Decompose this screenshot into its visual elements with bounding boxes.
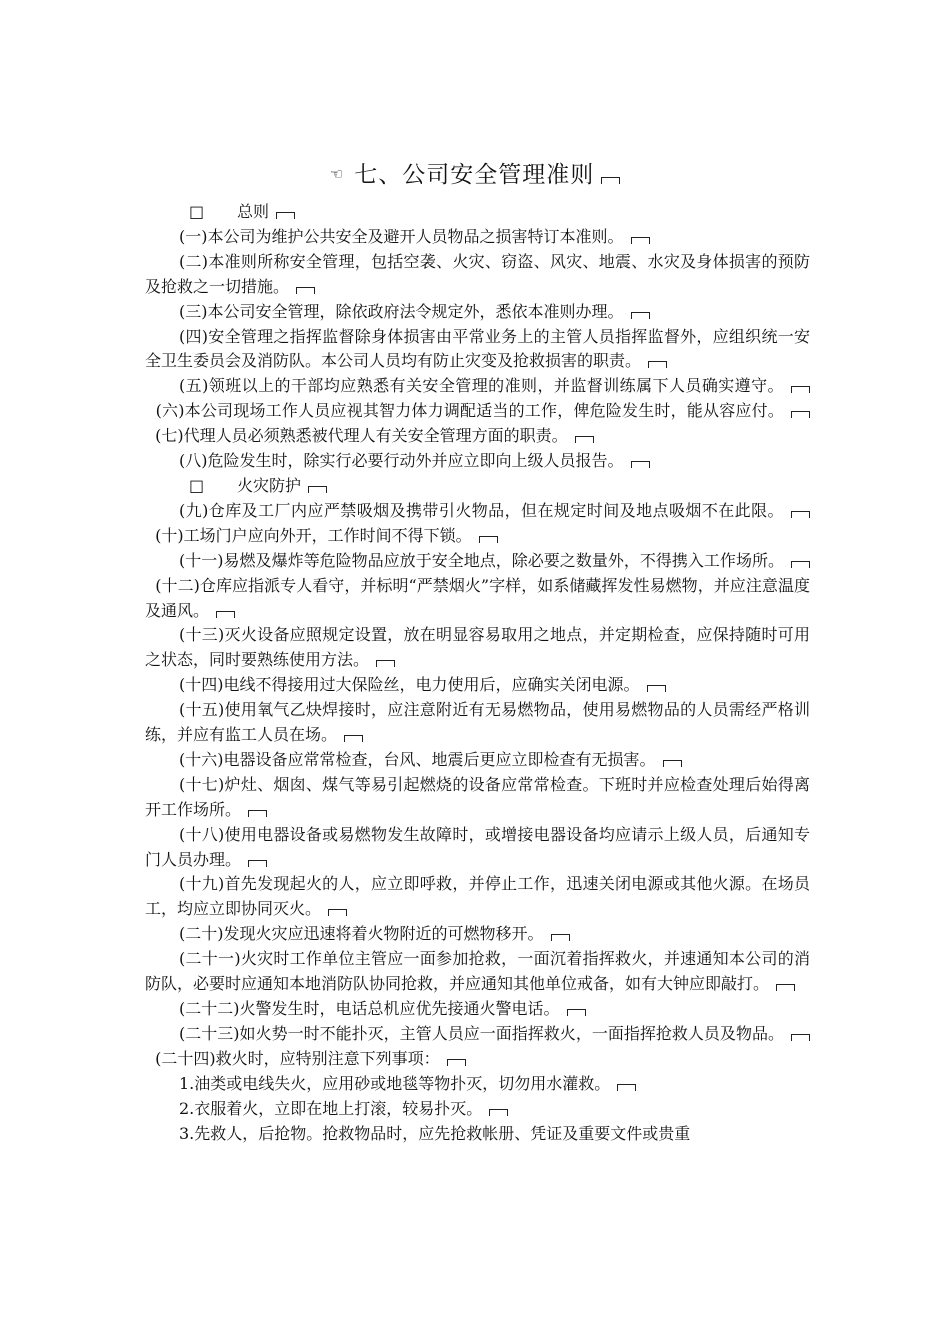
paragraph-text: (二十三)如火势一时不能扑灭，主管人员应一面指挥救火，一面指挥抢救人员及物品。 [179,1023,784,1043]
paragraph-text: (十五)使用氧气乙炔焊接时，应注意附近有无易燃物品，使用易燃物品的人员需经严格训练，并应有监工人员在场。 [145,700,810,745]
paragraph-mark-icon [344,735,363,742]
paragraph-text: (十二)仓库应指派专人看守，并标明“严禁烟火”字样，如系储藏挥发性易燃物，并应注意温度及通风。 [145,575,810,620]
paragraph [145,1072,810,1097]
paragraph [145,773,810,823]
paragraph-mark-icon [631,312,650,319]
title-text: 七、公司安全管理准则 [354,162,595,188]
paragraph [145,225,810,250]
hand-pointer-icon: ☜ [329,165,345,183]
document-body [145,200,810,1146]
paragraph [145,1097,810,1122]
paragraph [145,499,810,549]
paragraph-text: (二十二)火警发生时，电话总机应优先接通火警电话。 [179,999,560,1018]
paragraph-mark-icon [791,1034,810,1041]
paragraph [145,549,810,624]
paragraph-mark-icon [248,810,267,817]
checkbox-marker-icon: □ [189,202,205,221]
paragraph [145,325,810,375]
paragraph-text: (十)工场门户应向外开，工作时间不得下锁。 [145,525,472,545]
paragraph [145,947,810,997]
paragraph [145,823,810,873]
paragraph-mark-icon [328,909,347,916]
section-heading [145,200,810,225]
paragraph-text: (二十)发现火灾应迅速将着火物附近的可燃物移开。 [179,924,544,944]
paragraph-text: (十四)电线不得接用过大保险丝，电力使用后，应确实关闭电源。 [179,675,640,695]
paragraph-text: (十八)使用电器设备或易燃物发生故障时，或增接电器设备均应请示上级人员，后通知专门人员办理。 [145,824,810,869]
paragraph-mark-icon [216,611,235,618]
paragraph-text: (二十四)救火时，应特别注意下列事项： [145,1048,440,1068]
paragraph-text: (十六)电器设备应常常检查，台风、地震后更应立即检查有无损害。 [179,749,656,769]
paragraph-mark-icon [276,212,295,219]
paragraph [145,374,810,449]
paragraph-mark-icon [575,436,594,443]
paragraph-mark-icon [551,934,570,941]
paragraph [145,748,810,773]
paragraph-mark-icon [631,461,650,468]
paragraph-mark-icon [791,561,810,568]
paragraph [145,673,810,698]
paragraph-mark-icon [479,536,498,543]
paragraph-mark-icon [791,411,810,418]
checkbox-marker-icon: □ [189,475,205,495]
paragraph-text: (九)仓库及工厂内应严禁吸烟及携带引火物品，但在规定时间及地点吸烟不在此限。 [179,500,784,520]
paragraph-text: 1.油类或电线失火，应用砂或地毯等物扑灭，切勿用水灌救。 [179,1073,611,1093]
paragraph-text: (五)领班以上的干部均应熟悉有关安全管理的准则，并监督训练属下人员确实遵守。 [179,376,784,396]
paragraph [145,1122,810,1147]
paragraph [145,250,810,300]
section-heading [145,474,810,499]
paragraph [145,623,810,673]
paragraph [145,1022,810,1072]
paragraph-text: (十九)首先发现起火的人，应立即呼救，并停止工作，迅速关闭电源或其他火源。在场员工，均应立即协同灭火。 [145,874,810,919]
paragraph-mark-icon [296,287,315,294]
paragraph-mark-icon [308,486,327,493]
paragraph-mark-icon [617,1084,636,1091]
paragraph-text: (一)本公司为维护公共安全及避开人员物品之损害特订本准则。 [179,226,624,246]
paragraph-mark-icon [647,685,666,692]
paragraph [145,997,810,1022]
paragraph-mark-icon [663,760,682,767]
paragraph-text: 3.先救人，后抢物。抢救物品时，应先抢救帐册、凭证及重要文件或贵重 [179,1123,691,1143]
paragraph-mark-icon [776,984,795,991]
paragraph-mark-icon [376,660,395,667]
paragraph-text: (十三)灭火设备应照规定设置，放在明显容易取用之地点，并定期检查，应保持随时可用之状态，同时要熟练使用方法。 [145,625,810,670]
paragraph [145,449,810,474]
paragraph-mark-icon [601,177,620,184]
paragraph-text: (二)本准则所称安全管理，包括空袭、火灾、窃盗、风灾、地震、水灾及身体损害的预防及抢救之一切措施。 [145,251,810,296]
paragraph [145,300,810,325]
paragraph-text: (三)本公司安全管理，除依政府法令规定外，悉依本准则办理。 [179,301,624,321]
paragraph-mark-icon [489,1109,508,1116]
paragraph-mark-icon [648,361,667,368]
paragraph-text: 2.衣服着火，立即在地上打滚，较易扑灭。 [179,1098,483,1118]
heading-text: 火灾防护 [237,475,302,495]
paragraph-text: (十一)易燃及爆炸等危险物品应放于安全地点，除必要之数量外，不得携入工作场所。 [179,550,784,570]
paragraph [145,922,810,947]
paragraph-mark-icon [791,386,810,393]
paragraph-mark-icon [248,860,267,867]
document-title [0,158,950,191]
paragraph-text: (四)安全管理之指挥监督除身体损害由平常业务上的主管人员指挥监督外，应组织统一安全卫生委员会及消防队。本公司人员均有防止灾变及抢救损害的职责。 [145,326,810,371]
paragraph-text: (八)危险发生时，除实行必要行动外并应立即向上级人员报告。 [179,451,624,471]
paragraph-mark-icon [791,511,810,518]
paragraph-mark-icon [631,237,650,244]
paragraph-mark-icon [567,1009,586,1016]
paragraph-text: (六)本公司现场工作人员应视其智力体力调配适当的工作，俾危险发生时，能从容应付。 [145,401,784,421]
paragraph-text: (十七)炉灶、烟囱、煤气等易引起燃烧的设备应常常检查。下班时并应检查处理后始得离开工作场所。 [145,774,810,819]
paragraph-text: (七)代理人员必须熟悉被代理人有关安全管理方面的职责。 [145,426,568,446]
paragraph [145,698,810,748]
paragraph [145,872,810,922]
paragraph-mark-icon [447,1059,466,1066]
heading-text: 总则 [237,202,270,221]
paragraph-text: (二十一)火灾时工作单位主管应一面参加抢救，一面沉着指挥救火，并速通知本公司的消防队，必要时应通知本地消防队协同抢救，并应通知其他单位戒备，如有大钟应即敲打。 [145,949,810,994]
